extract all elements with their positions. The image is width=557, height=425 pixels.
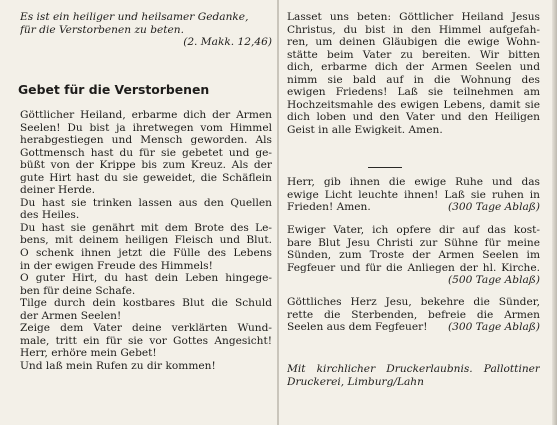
body-line: Du hast sie genährt mit dem Brote des Le- bbox=[20, 221, 272, 234]
epigraph-line: Es ist ein heiliger und heilsamer Gedanke, bbox=[20, 11, 249, 23]
center-fold bbox=[277, 0, 279, 425]
body-line: deiner Herde. bbox=[20, 184, 95, 197]
body-line: Tilge durch dein kostbares Blut die Schuld bbox=[20, 297, 272, 310]
closing-prayer bbox=[287, 11, 540, 136]
prayer-line: ren, um deinen Gläubigen die ewige Wohn- bbox=[287, 36, 540, 49]
sacred-heart-prayer bbox=[287, 296, 540, 334]
body-line: bens, mit deinem heiligen Fleisch und Blut. bbox=[20, 234, 272, 247]
indulgence-note: (300 Tage Ablaß) bbox=[447, 201, 540, 214]
epigraph-source: (2. Makk. 12,46) bbox=[183, 36, 272, 49]
body-line: gute Hirt hast du sie geweidet, die Schäflein bbox=[20, 171, 272, 184]
prayer-line: Geist in alle Ewigkeit. Amen. bbox=[287, 123, 443, 136]
eternal-rest-prayer bbox=[287, 176, 540, 214]
prayer-line: dich loben und den Vater und den Heiligen bbox=[287, 111, 540, 124]
prayer-line: Göttliches Herz Jesu, bekehre die Sünder, bbox=[287, 296, 540, 308]
prayer-line: Ewiger Vater, ich opfere dir auf das kost- bbox=[287, 224, 540, 236]
body-line: in der ewigen Freude des Himmels! bbox=[20, 259, 213, 272]
indulgence-note: (300 Tage Ablaß) bbox=[447, 321, 540, 334]
body-line: Göttlicher Heiland, erbarme dich der Armen bbox=[20, 109, 272, 121]
indulgence-note: (500 Tage Ablaß) bbox=[447, 274, 540, 287]
card-edge bbox=[552, 0, 557, 425]
body-line: ben für deine Schafe. bbox=[20, 284, 136, 297]
prayer-line: Hochzeitsmahle des ewigen Lebens, damit sie bbox=[287, 98, 540, 111]
prayer-line bbox=[287, 321, 540, 334]
prayer-line-end: Frieden! Amen. bbox=[287, 201, 371, 214]
body-line: Und laß mein Rufen zu dir kommen! bbox=[20, 359, 216, 372]
body-line: der Armen Seelen! bbox=[20, 309, 122, 322]
body-line: Zeige dem Vater deine verklärten Wund- bbox=[20, 322, 272, 335]
body-line: male, tritt ein für sie vor Gottes Angesicht! bbox=[20, 334, 272, 347]
body-line: O schenk ihnen jetzt die Fülle des Lebens bbox=[20, 247, 272, 260]
body-line: des Heiles. bbox=[20, 209, 80, 222]
prayer-line-end: Seelen aus dem Fegfeuer! bbox=[287, 321, 428, 334]
body-line: herabgestiegen und Mensch geworden. Als bbox=[20, 134, 272, 147]
body-line: Du hast sie trinken lassen aus den Quellen bbox=[20, 196, 272, 209]
imprint bbox=[287, 363, 540, 388]
prayer-line: rette die Sterbenden, befreie die Armen bbox=[287, 308, 540, 321]
body-line: O guter Hirt, du hast dein Leben hingege- bbox=[20, 272, 272, 285]
prayer-line: Christus, du bist in den Himmel aufgefah- bbox=[287, 23, 540, 36]
prayer-line: ewigen Friedens! Laß sie teilnehmen am bbox=[287, 86, 540, 99]
prayer-line: bare Blut Jesu Christi zur Sühne für meine bbox=[287, 236, 540, 249]
epigraph-line: für die Verstorbenen zu beten. bbox=[20, 23, 185, 36]
section-divider bbox=[368, 167, 402, 168]
precious-blood-prayer bbox=[287, 224, 540, 287]
prayer-line: dich, erbarme dich der Armen Seelen und bbox=[287, 61, 540, 74]
body-line: büßt von der Krippe bis zum Kreuz. Als der bbox=[20, 159, 272, 172]
prayer-heading: Gebet für die Verstorbenen bbox=[18, 82, 210, 97]
left-prayer-body bbox=[20, 109, 272, 372]
body-line: Seelen! Du bist ja ihretwegen vom Himmel bbox=[20, 121, 272, 134]
prayer-line: Sünden, zum Troste der Armen Seelen im bbox=[287, 249, 540, 262]
imprint-line: Mit kirchlicher Druckerlaubnis. Pallottiner bbox=[287, 363, 540, 375]
body-line: Herr, erhöre mein Gebet! bbox=[20, 347, 157, 360]
body-line: Gottmensch hast du für sie gebetet und ge- bbox=[20, 146, 272, 159]
prayer-line: nimm sie bald auf in die Wohnung des bbox=[287, 73, 540, 86]
epigraph bbox=[20, 11, 272, 49]
prayer-line: stätte beim Vater zu bereiten. Wir bitten bbox=[287, 48, 540, 61]
prayer-line bbox=[287, 201, 540, 214]
prayer-line: ewige Licht leuchte ihnen! Laß sie ruhen in bbox=[287, 188, 540, 201]
prayer-line: Fegfeuer und für die Anliegen der hl. Kirche. bbox=[287, 261, 540, 274]
imprint-line: Druckerei, Limburg/Lahn bbox=[287, 375, 424, 388]
prayer-line: Herr, gib ihnen die ewige Ruhe und das bbox=[287, 176, 540, 188]
prayer-line: Lasset uns beten: Göttlicher Heiland Jesus bbox=[287, 11, 540, 23]
